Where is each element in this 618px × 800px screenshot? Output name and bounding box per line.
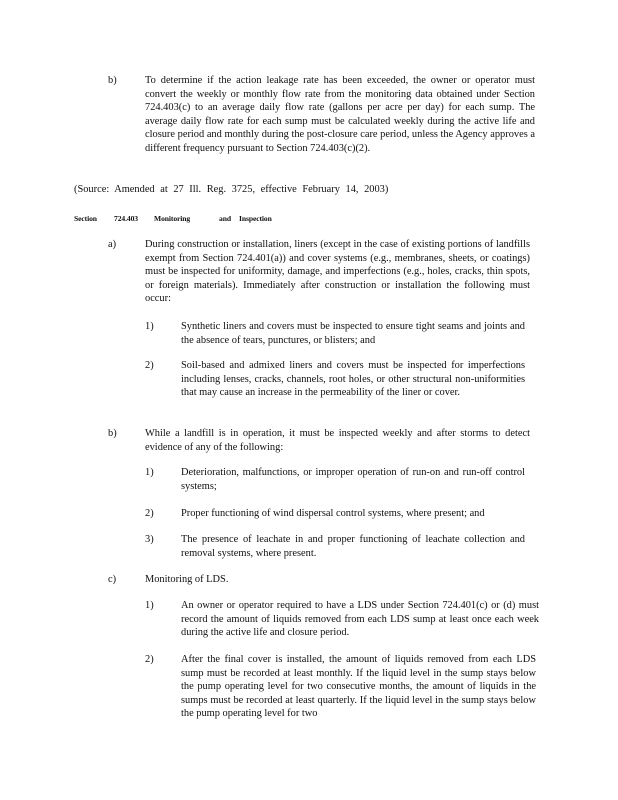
section-title-word-1: Monitoring: [154, 214, 191, 223]
section-title-word-2: and: [219, 214, 231, 223]
subsection-text-c: Monitoring of LDS.: [145, 574, 229, 585]
subsection-text-a: During construction or installation, liners (except in the case of existing portions of landfills exempt from Section 724.401(a)) and cover systems (e.g., membranes, sheets, or coatings) must be inspected for uniformity, damage, and imperfections (e.g., holes, cracks, thin spots, or foreign materials). Immediately after construction or installation the following must occur:: [145, 239, 530, 304]
item-text-b2: Proper functioning of wind dispersal control systems, where present; and: [181, 508, 485, 519]
subsection-label-b-prev: b): [108, 75, 117, 86]
subsection-label-c: c): [108, 574, 117, 585]
subsection-label-a: a): [108, 239, 117, 250]
subsection-text-b: While a landfill is in operation, it must be inspected weekly and after storms to detect evidence of any of the following:: [145, 428, 530, 453]
item-label-c2: 2): [145, 654, 154, 665]
source-note: (Source: Amended at 27 Ill. Reg. 3725, effective February 14, 2003): [74, 184, 389, 195]
item-text-c2: After the final cover is installed, the amount of liquids removed from each LDS sump must be recorded at least monthly. If the liquid level in the sump stays below the pump operating level for two consecutive months, the amount of liquids in the sumps must be recorded at least quarterly. If the liquid level in the sump stays below the pump operating level for two: [181, 654, 536, 719]
item-label-a1: 1): [145, 321, 154, 332]
subsection-label-b: b): [108, 428, 117, 439]
item-text-b1: Deterioration, malfunctions, or improper operation of run-on and run-off control systems;: [181, 467, 525, 492]
section-number: 724.403: [114, 214, 138, 223]
item-text-a1: Synthetic liners and covers must be inspected to ensure tight seams and joints and the absence of tears, punctures, or blisters; and: [181, 321, 525, 346]
item-label-b2: 2): [145, 508, 154, 519]
section-title-word-3: Inspection: [239, 214, 272, 223]
item-text-c1: An owner or operator required to have a LDS under Section 724.401(c) or (d) must record the amount of liquids removed from each LDS sump at least once each week during the active life and closure period.: [181, 600, 539, 638]
item-text-a2: Soil-based and admixed liners and covers must be inspected for imperfections including lenses, cracks, channels, root holes, or other structural non-uniformities that may cause an increase in the permeability of the liner or cover.: [181, 360, 525, 398]
subsection-text-b-prev: To determine if the action leakage rate has been exceeded, the owner or operator must convert the weekly or monthly flow rate from the monitoring data obtained under Section 724.403(c) to an average daily flow rate (gallons per acre per day) for each sump. The average daily flow rate for each sump must be calculated weekly during the active life and closure period and monthly during the post-closure care period, unless the Agency approves a different frequency pursuant to Section 724.403(c)(2).: [145, 75, 535, 154]
item-label-b1: 1): [145, 467, 154, 478]
item-label-b3: 3): [145, 534, 154, 545]
section-word: Section: [74, 214, 97, 223]
item-label-a2: 2): [145, 360, 154, 371]
item-text-b3: The presence of leachate in and proper functioning of leachate collection and removal systems, where present.: [181, 534, 525, 559]
section-header: [74, 214, 374, 224]
item-label-c1: 1): [145, 600, 154, 611]
